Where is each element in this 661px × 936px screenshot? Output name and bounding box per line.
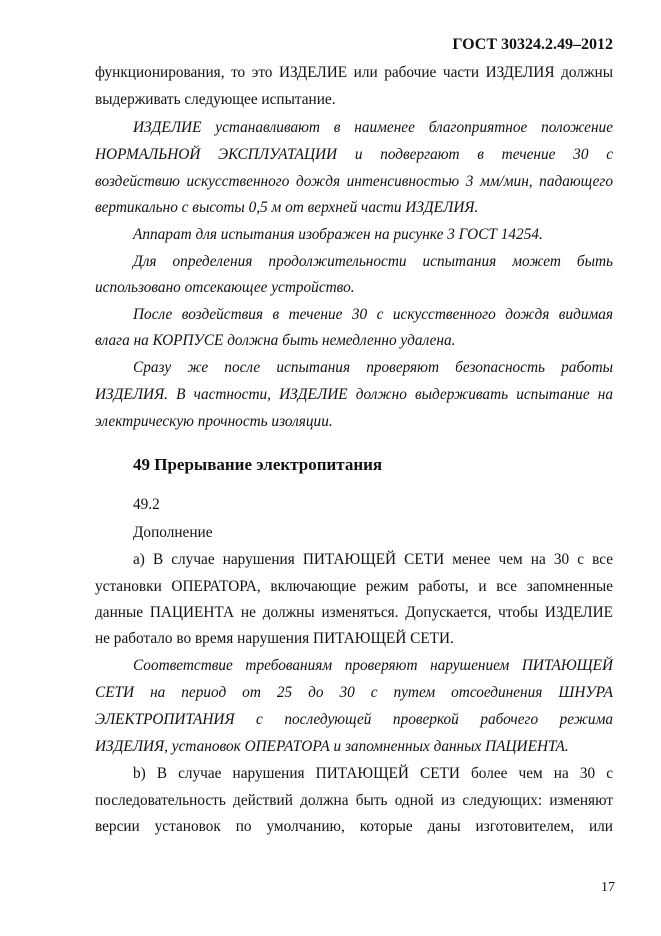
text-line: использовано отсекающее устройство. [95, 279, 355, 296]
text-line: 49.2 [133, 496, 160, 513]
text-line: а) В случае нарушения ПИТАЮЩЕЙ СЕТИ менее чем на 30 с все [133, 551, 613, 568]
text-line: ИЗДЕЛИЯ, установок ОПЕРАТОРА и запомненных данных ПАЦИЕНТА. [95, 738, 569, 755]
text-line: Соответствие требованиям проверяют нарушением ПИТАЮЩЕЙ [133, 657, 613, 674]
text-line: СЕТИ на период от 25 до 30 с путем отсоединения ШНУРА [95, 684, 613, 701]
page-number: 17 [601, 880, 615, 895]
text-line: последовательность действий должна быть одной из следующих: изменяют [95, 792, 613, 809]
text-line: установки ОПЕРАТОРА, включающие режим работы, и все запомненные [95, 578, 613, 595]
text-line: не работало во время нарушения ПИТАЮЩЕЙ СЕТИ. [95, 630, 454, 647]
text-line: Для определения продолжительности испытания может быть [133, 253, 613, 270]
text-line: влага на КОРПУСЕ должна быть немедленно удалена. [95, 332, 456, 349]
text-line: ИЗДЕЛИЯ. В частности, ИЗДЕЛИЕ должно выдерживать испытание на [95, 386, 613, 403]
section-heading: 49 Прерывание электропитания [133, 455, 383, 474]
text-line: вертикально с высоты 0,5 м от верхней части ИЗДЕЛИЯ. [95, 199, 479, 216]
text-line: электрическую прочность изоляции. [95, 413, 333, 430]
text-line: данные ПАЦИЕНТА не должны изменяться. Допускается, чтобы ИЗДЕЛИЕ [95, 604, 613, 621]
text-line: Аппарат для испытания изображен на рисунке 3 ГОСТ 14254. [133, 226, 543, 243]
text-line: НОРМАЛЬНОЙ ЭКСПЛУАТАЦИИ и подвергают в течение 30 с [95, 146, 613, 163]
text-line: воздействию искусственного дождя интенсивностью 3 мм/мин, падающего [95, 173, 613, 190]
text-line: ИЗДЕЛИЕ устанавливают в наименее благоприятное положение [133, 119, 613, 136]
text-line: функционирования, то это ИЗДЕЛИЕ или рабочие части ИЗДЕЛИЯ должны [95, 64, 613, 81]
text-line: Дополнение [133, 524, 213, 541]
document-header-id: ГОСТ 30324.2.49–2012 [452, 36, 613, 53]
text-line: версии установок по умолчанию, которые даны изготовителем, или [95, 818, 613, 835]
text-line: Сразу же после испытания проверяют безопасность работы [133, 359, 613, 376]
text-line: ЭЛЕКТРОПИТАНИЯ с последующей проверкой рабочего режима [95, 711, 613, 728]
text-line: выдерживать следующее испытание. [95, 91, 336, 108]
text-line: b) В случае нарушения ПИТАЮЩЕЙ СЕТИ более чем на 30 с [133, 765, 613, 782]
text-line: После воздействия в течение 30 с искусственного дождя видимая [133, 306, 613, 323]
